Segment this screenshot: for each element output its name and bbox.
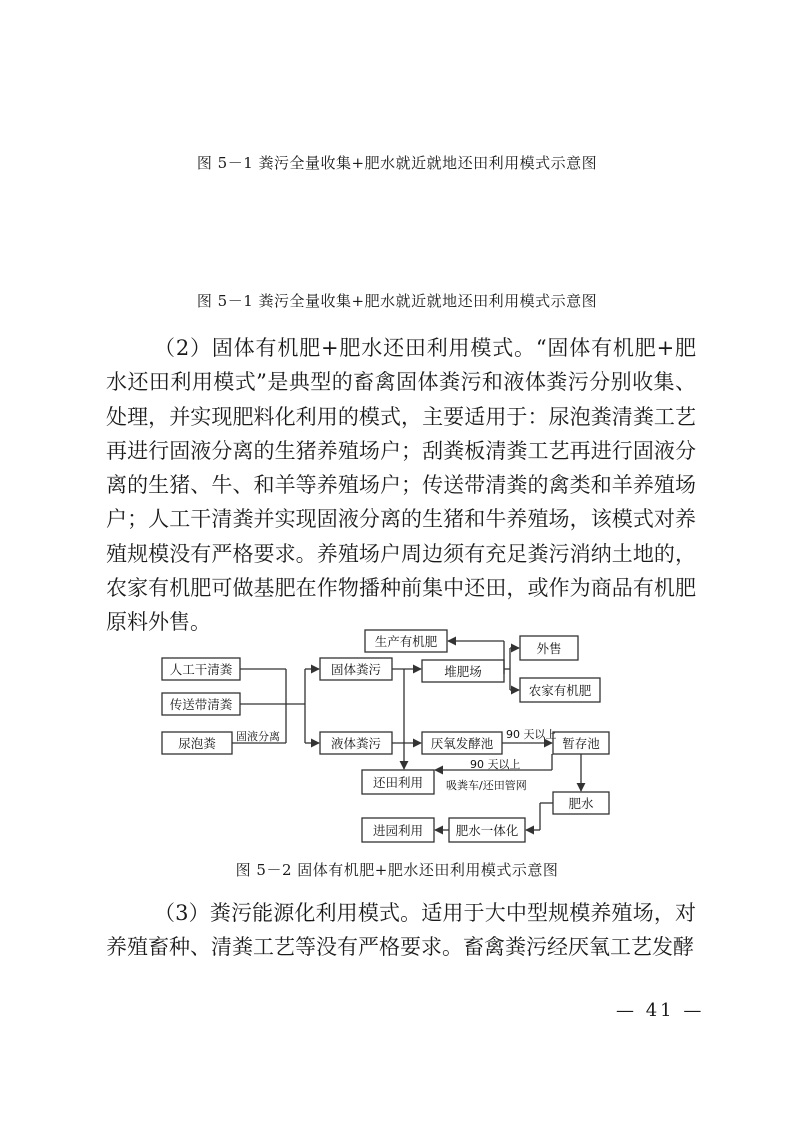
node-produce-organic-fertilizer bbox=[365, 630, 447, 652]
node-urine-soak bbox=[162, 732, 232, 754]
paragraph-solid-fertilizer-mode: （2）固体有机肥+肥水还田利用模式。“固体有机肥+肥水还田利用模式”是典型的畜禽固体粪污和液体粪污分别收集、处理，并实现肥料化利用的模式，主要适用于：尿泡粪清粪工艺再进行固液分离的生猪养殖场户；刮粪板清粪工艺再进行固液分离的生猪、牛、和羊等养殖场户；传送带清粪的禽类和羊养殖场户；人工干清粪并实现固液分离的生猪和牛养殖场，该模式对养殖规模没有严格要求。养殖场户周边须有充足粪污消纳土地的，农家有机肥可做基肥在作物播种前集中还田，或作为商品有机肥原料外售。 bbox=[106, 336, 696, 635]
paragraph-energy-mode: （3）粪污能源化利用模式。适用于大中型规模养殖场，对养殖畜种、清粪工艺等没有严格要求。畜禽粪污经厌氧工艺发酵 bbox=[106, 901, 696, 960]
svg-text:传送带清粪: 传送带清粪 bbox=[169, 697, 233, 712]
node-field-return bbox=[362, 770, 434, 794]
svg-text:进园利用: 进园利用 bbox=[372, 823, 424, 838]
svg-text:固体粪污: 固体粪污 bbox=[330, 662, 382, 677]
node-garden-use bbox=[362, 818, 434, 842]
node-anaerobic-tank bbox=[422, 732, 502, 754]
node-farm-organic-fertilizer bbox=[520, 678, 600, 702]
node-compost-yard bbox=[422, 660, 504, 682]
page-number: — 41 — bbox=[616, 1000, 705, 1021]
figure-caption-top: 图 5－1 粪污全量收集+肥水就近就地还田利用模式示意图 bbox=[196, 154, 598, 172]
label-90-days-mid: 90 天以上 bbox=[470, 758, 521, 771]
figure-caption-mid: 图 5－1 粪污全量收集+肥水就近就地还田利用模式示意图 bbox=[196, 292, 598, 310]
svg-text:厌氧发酵池: 厌氧发酵池 bbox=[430, 736, 494, 751]
svg-text:液体粪污: 液体粪污 bbox=[330, 736, 382, 751]
svg-text:外售: 外售 bbox=[536, 641, 562, 656]
svg-text:堆肥场: 堆肥场 bbox=[444, 664, 482, 679]
label-transport-pipeline: 吸粪车/还田管网 bbox=[446, 779, 527, 792]
label-solid-liquid-separation: 固液分离 bbox=[236, 730, 280, 743]
svg-text:人工干清粪: 人工干清粪 bbox=[169, 662, 233, 677]
node-conveyor-clean bbox=[162, 693, 240, 715]
svg-text:暂存池: 暂存池 bbox=[562, 736, 600, 751]
node-solid-manure bbox=[320, 658, 392, 680]
svg-text:肥水: 肥水 bbox=[568, 796, 594, 811]
label-90-days-top: 90 天以上 bbox=[506, 728, 557, 741]
node-water-fertilizer-integration bbox=[449, 818, 525, 842]
node-fertilizer-water bbox=[553, 792, 609, 814]
node-liquid-manure bbox=[320, 732, 392, 754]
node-storage-tank bbox=[553, 732, 609, 754]
svg-text:尿泡粪: 尿泡粪 bbox=[178, 736, 216, 751]
node-sell bbox=[520, 636, 578, 660]
svg-text:肥水一体化: 肥水一体化 bbox=[455, 823, 519, 838]
figure-caption-fig-5-2: 图 5－2 固体有机肥+肥水还田利用模式示意图 bbox=[235, 861, 559, 879]
svg-text:农家有机肥: 农家有机肥 bbox=[528, 683, 592, 698]
svg-text:生产有机肥: 生产有机肥 bbox=[374, 634, 438, 649]
svg-text:还田利用: 还田利用 bbox=[372, 775, 424, 790]
node-manual-clean bbox=[162, 658, 240, 680]
